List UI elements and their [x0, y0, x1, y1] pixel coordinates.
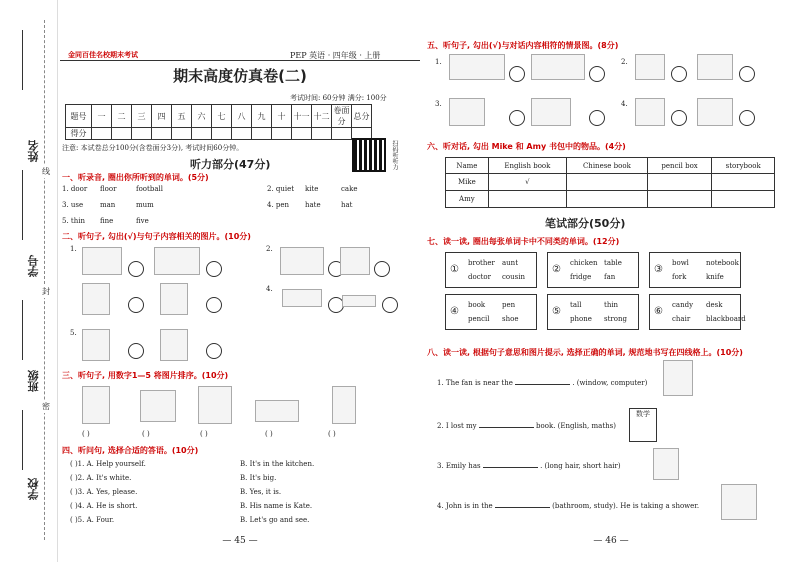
card-number: ②: [552, 264, 561, 275]
card-word[interactable]: fan: [604, 273, 616, 281]
cut-line: [44, 20, 45, 540]
card-word[interactable]: chicken: [570, 259, 598, 267]
check-circle[interactable]: [382, 297, 398, 313]
pic-kitchen-scene: [531, 54, 585, 80]
card-word[interactable]: notebook: [706, 259, 739, 267]
section-7-title: 七、读一读, 圈出每张单词卡中不同类的单词。(12分): [427, 237, 620, 246]
word-option[interactable]: 5. thin: [62, 217, 85, 225]
section-6-title: 六、听对话, 勾出 Mike 和 Amy 书包中的物品。(4分): [427, 142, 626, 151]
pic-keys: [340, 247, 370, 275]
card-number: ⑥: [654, 306, 663, 317]
section-8-items: [437, 360, 797, 530]
check-circle[interactable]: [128, 297, 144, 313]
option-b[interactable]: B. Let's go and see.: [240, 516, 310, 524]
book-label: 数学: [636, 410, 650, 418]
score-header: 七: [212, 105, 232, 128]
qr-code: [352, 138, 386, 172]
answer-row: [70, 460, 314, 468]
pic-maths-book: [629, 408, 657, 442]
card-word[interactable]: aunt: [502, 259, 519, 267]
check-cell[interactable]: [566, 191, 647, 208]
check-circle[interactable]: [509, 66, 525, 82]
pic-bedroom: [697, 98, 733, 126]
pic-grandpa: [82, 386, 110, 424]
pic-toys: [280, 247, 324, 275]
s8-item-3-a: 3. Emily has: [437, 462, 481, 470]
word-row: [267, 201, 377, 209]
section-1-title: 一、听录音, 圈出你所听到的单词。(5分): [62, 173, 209, 182]
word-option[interactable]: fine: [100, 217, 114, 225]
answer-row: [70, 516, 309, 524]
pic-bag: [140, 390, 176, 422]
pic-girl-1: [82, 329, 110, 361]
page-title: 期末高度仿真卷(二): [173, 67, 307, 85]
table-header: storybook: [712, 158, 775, 174]
score-table: [65, 104, 372, 140]
check-cell[interactable]: [712, 174, 775, 191]
answer-row: [70, 488, 281, 496]
card-word[interactable]: candy: [672, 301, 694, 309]
check-circle[interactable]: [128, 343, 144, 359]
check-circle[interactable]: [206, 297, 222, 313]
pic-study-scene: [531, 98, 571, 126]
pic-boy-shower: [721, 484, 757, 520]
check-cell[interactable]: [566, 174, 647, 191]
card-word[interactable]: strong: [604, 315, 627, 323]
name-line: [22, 30, 23, 90]
option-b[interactable]: B. Yes, it is.: [240, 488, 282, 496]
check-cell[interactable]: [647, 174, 712, 191]
score-header: 十一: [292, 105, 312, 128]
card-word[interactable]: desk: [706, 301, 723, 309]
section-3-pictures: [60, 384, 420, 440]
card-word[interactable]: fork: [672, 273, 687, 281]
score-header: 十: [272, 105, 292, 128]
score-header: 五: [172, 105, 192, 128]
section-4-title: 四、听问句, 选择合适的答语。(10分): [62, 446, 199, 455]
s8-item-2-a: 2. I lost my: [437, 422, 477, 430]
s2-num-1: 1.: [70, 245, 77, 253]
order-blank[interactable]: ( ): [265, 430, 273, 438]
word-option[interactable]: 2. quiet: [267, 185, 295, 193]
card-word[interactable]: fridge: [570, 273, 592, 281]
score-header: 十二: [312, 105, 332, 128]
score-header: 二: [112, 105, 132, 128]
row-name: Mike: [446, 174, 489, 191]
score-cell[interactable]: [292, 128, 312, 140]
card-word[interactable]: cousin: [502, 273, 525, 281]
section-6-table: [445, 157, 775, 208]
order-blank[interactable]: ( ): [82, 430, 90, 438]
word-row: [62, 201, 172, 209]
check-circle[interactable]: [206, 343, 222, 359]
pic-window-scene: [635, 54, 665, 80]
pic-girl-hair: [653, 448, 679, 480]
table-header: Name: [446, 158, 489, 174]
pic-woman: [332, 386, 356, 424]
word-option[interactable]: 3. use: [62, 201, 84, 209]
pic-hanger: [82, 247, 122, 275]
score-header: 六: [192, 105, 212, 128]
word-option[interactable]: kite: [305, 185, 319, 193]
s5-num-3: 3.: [435, 100, 442, 108]
score-header: 总分: [352, 105, 372, 128]
word-option[interactable]: cake: [341, 185, 358, 193]
card-word[interactable]: bowl: [672, 259, 689, 267]
check-circle[interactable]: [128, 261, 144, 277]
option-a[interactable]: ( )3. A. Yes, please.: [70, 488, 138, 496]
score-header: 四: [152, 105, 172, 128]
card-word[interactable]: knife: [706, 273, 724, 281]
check-circle[interactable]: [206, 261, 222, 277]
card-word[interactable]: thin: [604, 301, 619, 309]
label-grade: 班级: [27, 370, 40, 392]
s5-num-2: 2.: [621, 58, 628, 66]
pic-rabbit: [697, 54, 733, 80]
pic-man: [160, 283, 188, 315]
listening-part-title: 听力部分(47分): [190, 158, 271, 171]
series-label: PEP 英语 · 四年级 · 上册: [290, 51, 381, 60]
table-header: Chinese book: [566, 158, 647, 174]
score-cell: 得分: [66, 128, 92, 140]
grade-line: [22, 300, 23, 360]
cut-mark-1: 线: [42, 167, 50, 176]
score-header: 九: [252, 105, 272, 128]
write-line[interactable]: [495, 500, 550, 508]
option-b[interactable]: B. His name is Kate.: [240, 502, 313, 510]
word-option[interactable]: hat: [341, 201, 353, 209]
write-line[interactable]: [479, 420, 534, 428]
check-circle[interactable]: [589, 66, 605, 82]
check-circle[interactable]: [739, 66, 755, 82]
s8-item-4-a: 4. John is in the: [437, 502, 493, 510]
s2-num-4: 4.: [266, 285, 273, 293]
section-5-pictures: [435, 54, 795, 134]
score-cell[interactable]: [132, 128, 152, 140]
score-cell[interactable]: [92, 128, 112, 140]
word-option[interactable]: hate: [305, 201, 321, 209]
card-number: ①: [450, 264, 459, 275]
card-word[interactable]: blackboard: [706, 315, 746, 323]
pic-painting: [154, 247, 200, 275]
score-header: 八: [232, 105, 252, 128]
qr-label: 扫码听听力: [391, 140, 398, 170]
label-class-no: 学号: [27, 255, 40, 277]
school-line: [22, 410, 23, 470]
section-2-title: 二、听句子, 勾出(√)与句子内容相关的图片。(10分): [62, 232, 251, 241]
word-card: [649, 252, 741, 288]
pic-chopsticks: [282, 289, 322, 307]
classno-line: [22, 170, 23, 240]
s8-item-1-b: . (window, computer): [572, 379, 648, 387]
card-word[interactable]: phone: [570, 315, 592, 323]
option-b[interactable]: B. It's big.: [240, 474, 277, 482]
word-row: [62, 185, 172, 193]
s8-item-4-b: (bathroom, study). He is taking a shower.: [552, 502, 700, 510]
word-option[interactable]: floor: [100, 185, 117, 193]
s8-item-1-a: 1. The fan is near the: [437, 379, 513, 387]
word-card: [649, 294, 746, 330]
score-cell[interactable]: [252, 128, 272, 140]
pic-reading-scene: [449, 98, 485, 126]
section-3-title: 三、听句子, 用数字1—5 将图片排序。(10分): [62, 371, 229, 380]
page-number-45: — 45 —: [222, 536, 258, 546]
word-card: [445, 252, 537, 288]
card-number: ⑤: [552, 306, 561, 317]
order-blank[interactable]: ( ): [200, 430, 208, 438]
s8-item-3-b: . (long hair, short hair): [540, 462, 621, 470]
label-name: 姓名: [27, 140, 40, 162]
pic-knife: [342, 295, 376, 307]
s2-num-2: 2.: [266, 245, 273, 253]
pic-window: [663, 360, 693, 396]
card-word[interactable]: tall: [570, 301, 582, 309]
write-line[interactable]: [483, 460, 538, 468]
score-header: 题号: [66, 105, 92, 128]
page-number-46: — 46 —: [593, 536, 629, 546]
check-cell[interactable]: [712, 191, 775, 208]
section-7-cards: [445, 252, 790, 342]
check-circle[interactable]: [671, 110, 687, 126]
check-circle[interactable]: [374, 261, 390, 277]
option-a[interactable]: ( )4. A. He is short.: [70, 502, 138, 510]
word-card: [547, 294, 639, 330]
banner: 金同百佳名校期末考试: [68, 50, 138, 59]
card-number: ④: [450, 306, 459, 317]
writing-part-title: 笔试部分(50分): [545, 217, 626, 230]
answer-row: [70, 474, 276, 482]
word-option[interactable]: 4. pen: [267, 201, 290, 209]
check-cell[interactable]: [647, 191, 712, 208]
pic-boy: [82, 283, 110, 315]
card-word[interactable]: pen: [502, 301, 516, 309]
pic-family-scene: [449, 54, 505, 80]
score-cell[interactable]: [112, 128, 132, 140]
pic-football-player: [198, 386, 232, 424]
page-45: [60, 0, 420, 562]
card-word[interactable]: pencil: [468, 315, 490, 323]
score-cell[interactable]: [192, 128, 212, 140]
word-option[interactable]: man: [100, 201, 116, 209]
order-blank[interactable]: ( ): [142, 430, 150, 438]
page-46: [425, 0, 797, 562]
check-circle[interactable]: [509, 110, 525, 126]
section-5-title: 五、听句子, 勾出(√)与对话内容相符的情景图。(8分): [427, 41, 619, 50]
word-option[interactable]: mum: [136, 201, 154, 209]
check-cell[interactable]: [488, 191, 566, 208]
card-word[interactable]: book: [468, 301, 486, 309]
write-line[interactable]: [515, 377, 570, 385]
check-cell[interactable]: √: [488, 174, 566, 191]
card-word[interactable]: doctor: [468, 273, 491, 281]
table-header: pencil box: [647, 158, 712, 174]
option-b[interactable]: B. It's in the kitchen.: [240, 460, 315, 468]
cut-mark-3: 密: [42, 402, 50, 411]
score-cell[interactable]: [312, 128, 332, 140]
score-cell[interactable]: [232, 128, 252, 140]
s2-num-5: 5.: [70, 329, 77, 337]
word-row: [62, 217, 172, 225]
section-8-title: 八、读一读, 根据句子意思和图片提示, 选择正确的单词, 规范地书写在四线格上。(10分): [427, 348, 743, 357]
check-circle[interactable]: [739, 110, 755, 126]
word-card: [445, 294, 537, 330]
row-name: Amy: [446, 191, 489, 208]
s8-item-2-b: book. (English, maths): [536, 422, 616, 430]
score-header: 卷面分: [333, 106, 350, 126]
word-option[interactable]: five: [136, 217, 149, 225]
check-circle[interactable]: [671, 66, 687, 82]
cut-mark-2: 封: [42, 287, 50, 296]
card-word[interactable]: shoe: [502, 315, 519, 323]
s5-num-1: 1.: [435, 58, 442, 66]
order-blank[interactable]: ( ): [328, 430, 336, 438]
word-option[interactable]: football: [136, 185, 163, 193]
score-cell[interactable]: [272, 128, 292, 140]
score-cell[interactable]: [172, 128, 192, 140]
option-a[interactable]: ( )2. A. It's white.: [70, 474, 132, 482]
card-number: ③: [654, 264, 663, 275]
word-row: [267, 185, 377, 193]
card-word[interactable]: brother: [468, 259, 495, 267]
score-cell[interactable]: [212, 128, 232, 140]
section-2-pictures: [70, 245, 420, 365]
score-header: 三: [132, 105, 152, 128]
check-circle[interactable]: [589, 110, 605, 126]
score-header: 一: [92, 105, 112, 128]
score-cell[interactable]: [152, 128, 172, 140]
s5-num-4: 4.: [621, 100, 628, 108]
label-school: 学校: [27, 478, 40, 500]
time-info: 考试时间: 60分钟 满分: 100分: [290, 94, 387, 102]
word-card: [547, 252, 639, 288]
card-word[interactable]: chair: [672, 315, 691, 323]
option-a[interactable]: ( )1. A. Help yourself.: [70, 460, 146, 468]
note: 注意: 本试卷总分100分(含卷面分3分), 考试时间60分钟。: [62, 144, 244, 152]
pic-food: [255, 400, 299, 422]
word-option[interactable]: 1. door: [62, 185, 88, 193]
option-a[interactable]: ( )5. A. Four.: [70, 516, 115, 524]
binding-strip: [0, 0, 58, 562]
card-word[interactable]: table: [604, 259, 622, 267]
pic-girl-2: [160, 329, 188, 361]
score-cell[interactable]: [332, 128, 352, 140]
answer-row: [70, 502, 312, 510]
pic-cooking: [635, 98, 665, 126]
table-header: English book: [488, 158, 566, 174]
